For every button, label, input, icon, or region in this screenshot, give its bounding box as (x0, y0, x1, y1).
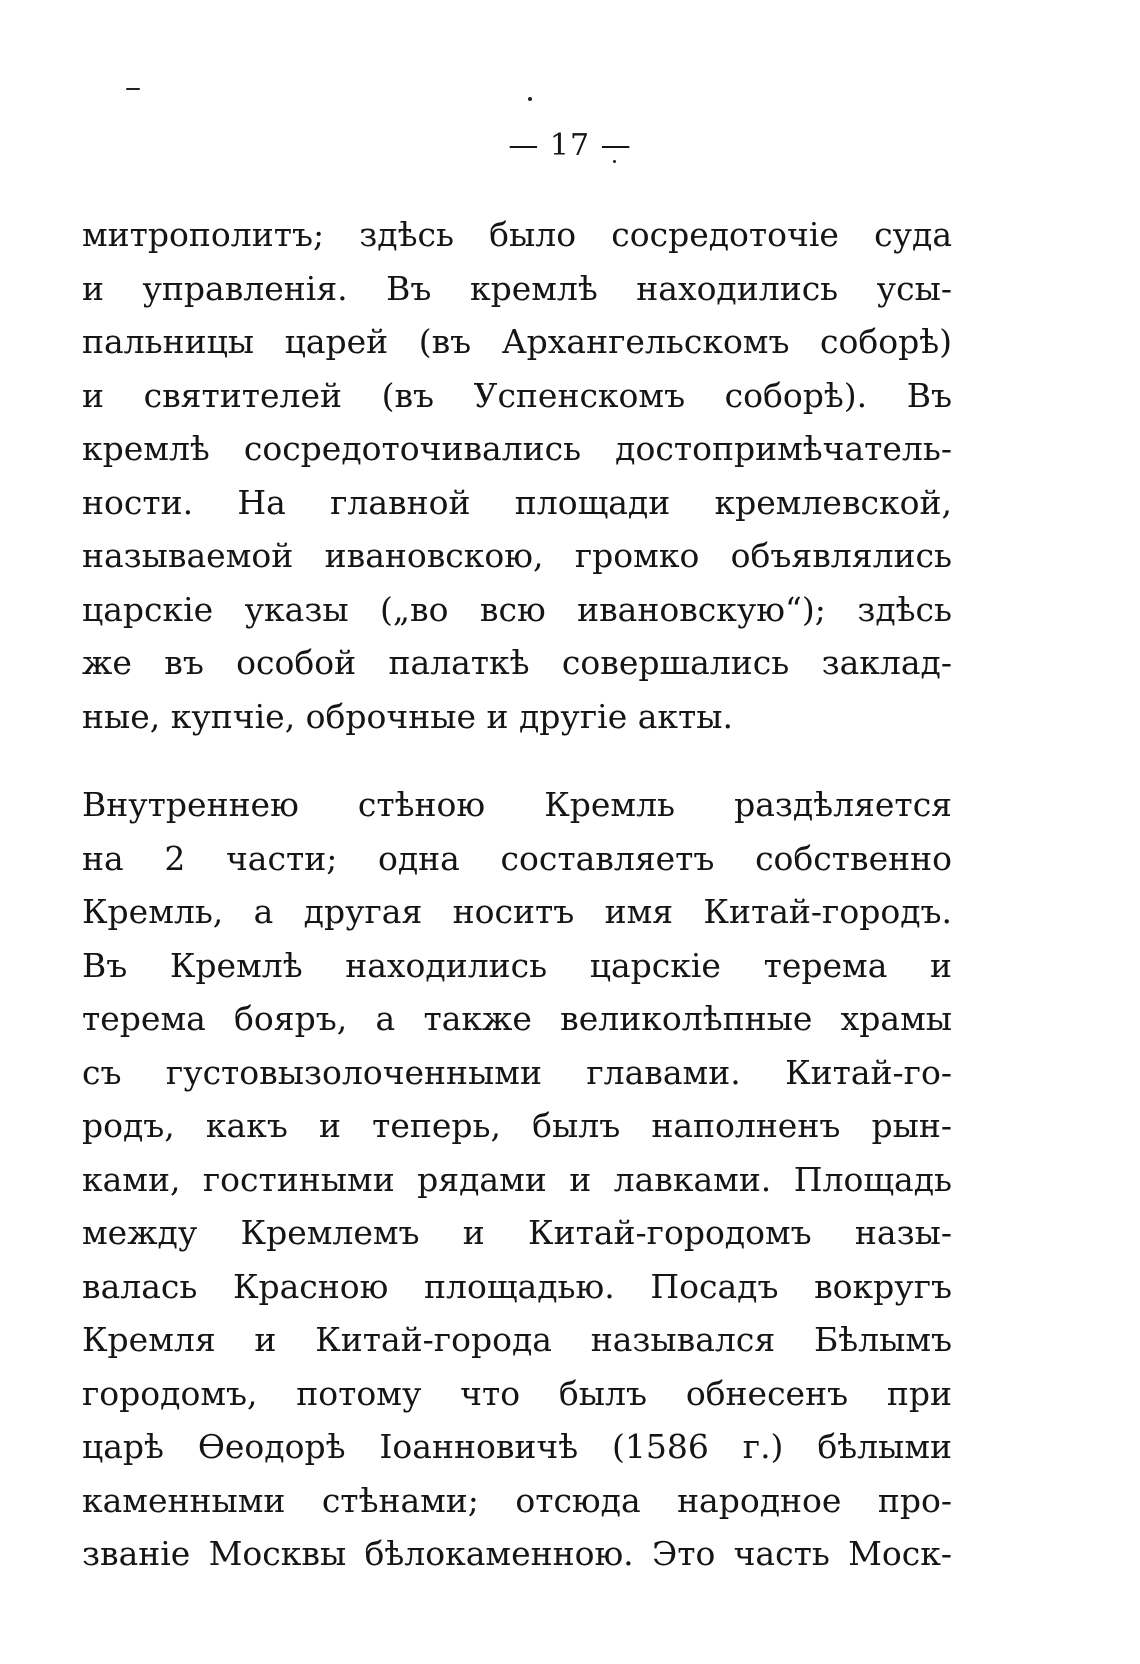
text-line: между Кремлемъ и Китай-городомъ назы- (82, 1213, 952, 1252)
text-line: Въ Кремлѣ находились царскіе терема и (82, 945, 952, 985)
text-line: Кремля и Китай-города назывался Бѣлымъ (82, 1320, 952, 1359)
text-line: ками, гостиными рядами и лавками. Площадь (82, 1159, 952, 1199)
text-line: ности. На главной площади кремлевской, (82, 482, 952, 522)
text-line: кремлѣ сосредоточивались достопримѣчатель- (82, 429, 952, 468)
page-number: — 17 — (508, 128, 632, 163)
text-line: Внутреннею стѣною Кремль раздѣляется (82, 785, 952, 824)
text-line: митрополитъ; здѣсь было сосредоточіе суда (82, 215, 952, 254)
text-line: терема бояръ, а также великолѣпные храмы (82, 999, 952, 1038)
print-speck (528, 97, 532, 101)
text-line: валась Красною площадью. Посадъ вокругъ (82, 1266, 952, 1306)
text-line: же въ особой палаткѣ совершались заклад- (82, 643, 952, 682)
paragraph-1 (82, 208, 952, 743)
paragraph-2 (82, 778, 952, 1581)
text-line: званіе Москвы бѣлокаменною. Это часть Моск- (82, 1534, 952, 1573)
text-line: на 2 части; одна составляетъ собственно (82, 838, 952, 878)
text-line: каменными стѣнами; отсюда народное про- (82, 1480, 952, 1520)
text-line: пальницы царей (въ Архангельскомъ соборѣ) (82, 322, 952, 361)
text-line: царѣ Өеодорѣ Іоанновичѣ (1586 г.) бѣлыми (82, 1427, 952, 1466)
text-line: съ густовызолоченными главами. Китай-го- (82, 1052, 952, 1092)
text-line: и святителей (въ Успенскомъ соборѣ). Въ (82, 375, 952, 415)
text-line: ные, купчіе, оброчные и другіе акты. (82, 696, 734, 736)
text-line: и управленія. Въ кремлѣ находились усы- (82, 268, 952, 308)
text-line: называемой ивановскою, громко объявлялись (82, 536, 952, 575)
text-line: Кремль, а другая носитъ имя Китай-городъ. (82, 892, 952, 931)
print-speck (126, 88, 140, 90)
text-line: родъ, какъ и теперь, былъ наполненъ рын- (82, 1106, 952, 1145)
text-line: царскіе указы („во всю ивановскую“); здѣсь (82, 589, 952, 629)
text-line: городомъ, потому что былъ обнесенъ при (82, 1373, 952, 1413)
